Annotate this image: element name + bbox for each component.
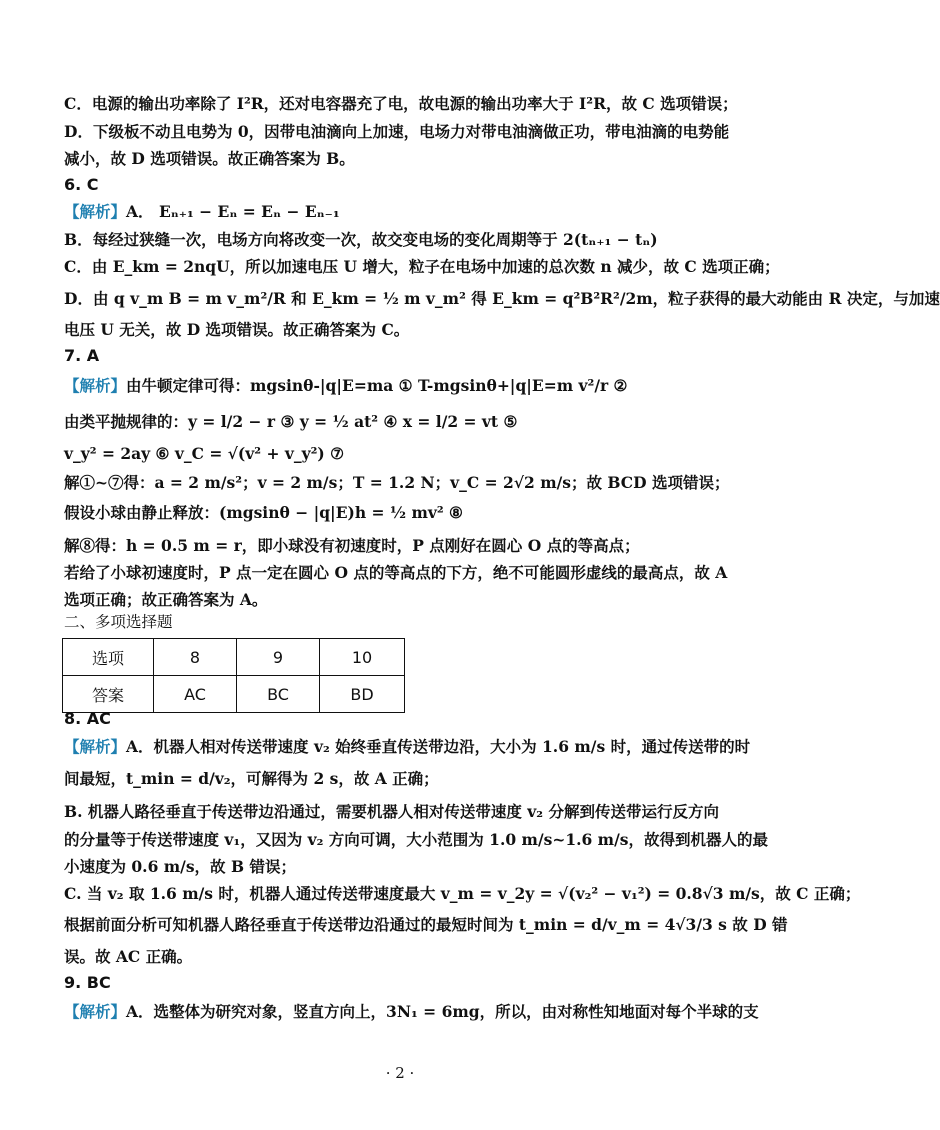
text-line: 电压 U 无关，故 D 选项错误。故正确答案为 C。 — [64, 320, 410, 339]
question-number: 8. AC — [64, 709, 111, 728]
text-line: 间最短，t_min = d/v₂，可解得为 2 s，故 A 正确； — [64, 769, 439, 788]
section-heading: 二、多项选择题 — [64, 613, 173, 631]
text-line: 根据前面分析可知机器人路径垂直于传送带边沿通过的最短时间为 t_min = d/v_m = 4√3/3 s 故 D 错 — [64, 915, 788, 934]
text-line — [64, 736, 752, 758]
answer-table — [62, 638, 405, 713]
text-line: 解①~⑦得：a = 2 m/s²；v = 2 m/s；T = 1.2 N；v_C = 2√2 m/s；故 BCD 选项错误； — [64, 473, 730, 492]
question-number: 9. BC — [64, 973, 111, 992]
analysis-tag: 【解析】 — [64, 1002, 127, 1021]
table-cell: 选项 — [63, 639, 154, 676]
text-line: v_y² = 2ay ⑥ v_C = √(v² + v_y²) ⑦ — [64, 444, 344, 463]
question-number: 7. A — [64, 346, 100, 365]
text-line — [64, 1001, 759, 1023]
table-cell: 10 — [320, 639, 405, 676]
analysis-tag: 【解析】 — [64, 737, 127, 756]
table-cell: BC — [237, 676, 320, 713]
table-cell: 9 — [237, 639, 320, 676]
text-content: 由牛顿定律可得：mgsinθ-|q|E=ma ① T-mgsinθ+|q|E=m v²/r ② — [126, 376, 628, 395]
text-line: D．由 q v_m B = m v_m²/R 和 E_km = ½ m v_m² 得 E_km = q²B²R²/2m，粒子获得的最大动能由 R 决定，与加速 — [64, 289, 940, 308]
text-line — [64, 375, 752, 397]
analysis-tag: 【解析】 — [64, 202, 127, 221]
table-cell: AC — [154, 676, 237, 713]
page-number: · 2 · — [385, 1064, 415, 1082]
text-line — [64, 201, 752, 223]
text-line: 小速度为 0.6 m/s，故 B 错误； — [64, 857, 296, 876]
table-cell: 答案 — [63, 676, 154, 713]
text-line: C．由 E_km = 2nqU，所以加速电压 U 增大，粒子在电场中加速的总次数 n 减少，故 C 选项正确； — [64, 257, 780, 276]
text-line: 选项正确；故正确答案为 A。 — [64, 590, 268, 609]
text-line: 假设小球由静止释放：(mgsinθ − |q|E)h = ½ mv² ⑧ — [64, 503, 463, 522]
text-content: A．选整体为研究对象，竖直方向上，3N₁ = 6mg，所以，由对称性知地面对每个半球的支 — [126, 1002, 759, 1021]
text-line: B．每经过狭缝一次，电场方向将改变一次，故交变电场的变化周期等于 2(tₙ₊₁ − tₙ) — [64, 230, 658, 249]
text-line: B. 机器人路径垂直于传送带边沿通过，需要机器人相对传送带速度 v₂ 分解到传送带运行反方向 — [64, 802, 719, 821]
text-line: C．电源的输出功率除了 I²R，还对电容器充了电，故电源的输出功率大于 I²R，故 C 选项错误； — [64, 94, 738, 113]
text-line: 由类平抛规律的：y = l/2 − r ③ y = ½ at² ④ x = l/2 = vt ⑤ — [64, 412, 518, 431]
question-number: 6. C — [64, 175, 99, 194]
text-line: 误。故 AC 正确。 — [64, 947, 193, 966]
text-line: 若给了小球初速度时，P 点一定在圆心 O 点的等高点的下方，绝不可能圆形虚线的最高点，故 A — [64, 563, 728, 582]
text-line: 解⑧得：h = 0.5 m = r，即小球没有初速度时，P 点刚好在圆心 O 点的等高点； — [64, 536, 640, 555]
text-line: C. 当 v₂ 取 1.6 m/s 时，机器人通过传送带速度最大 v_m = v_2y = √(v₂² − v₁²) = 0.8√3 m/s，故 C 正确； — [64, 884, 861, 903]
text-line: 的分量等于传送带速度 v₁，又因为 v₂ 方向可调，大小范围为 1.0 m/s~1.6 m/s，故得到机器人的最 — [64, 830, 768, 849]
text-line: 减小，故 D 选项错误。故正确答案为 B。 — [64, 149, 355, 168]
text-line: D．下级板不动且电势为 0，因带电油滴向上加速，电场力对带电油滴做正功，带电油滴的电势能 — [64, 122, 730, 141]
table-row — [63, 676, 405, 713]
table-header-row — [63, 639, 405, 676]
table-cell: 8 — [154, 639, 237, 676]
table-cell: BD — [320, 676, 405, 713]
text-content: A． Eₙ₊₁ − Eₙ = Eₙ − Eₙ₋₁ — [126, 202, 340, 221]
analysis-tag: 【解析】 — [64, 376, 127, 395]
text-content: A．机器人相对传送带速度 v₂ 始终垂直传送带边沿，大小为 1.6 m/s 时，通过传送带的时 — [126, 737, 751, 756]
